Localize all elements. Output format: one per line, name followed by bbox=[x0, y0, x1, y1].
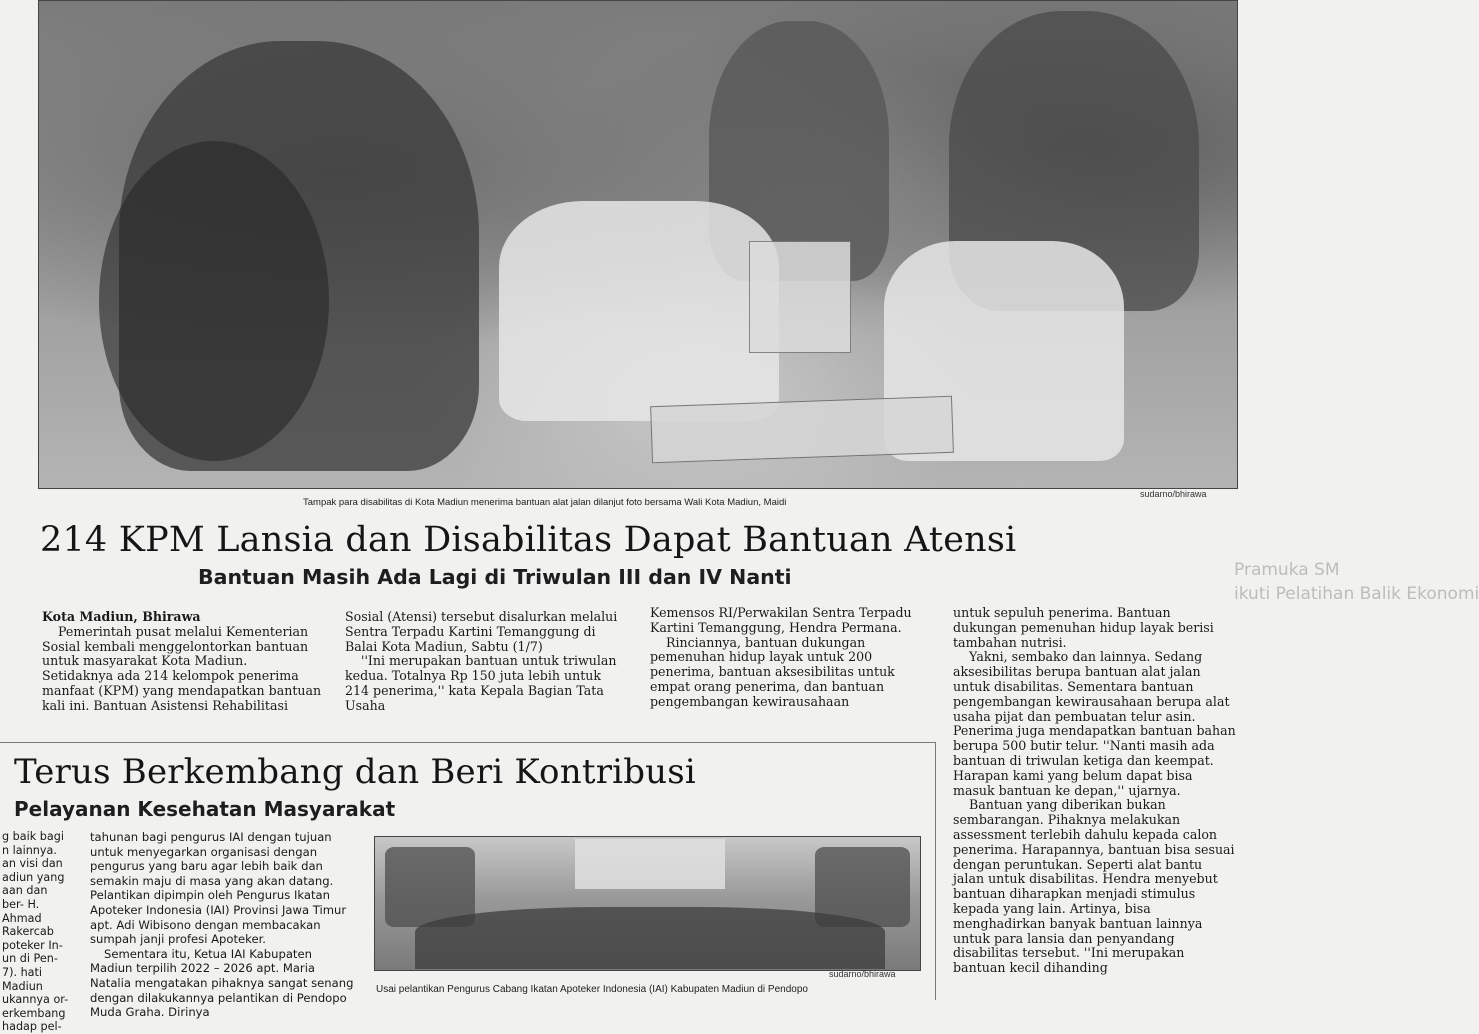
bottom-box-top-border bbox=[0, 742, 936, 743]
top-subheadline: Bantuan Masih Ada Lagi di Triwulan III dan IV Nanti bbox=[198, 565, 792, 589]
top-column-4-para-2: Yakni, sembako dan lainnya. Sedang aksesibilitas berupa bantuan alat jalan untuk disabilitas. Sementara bantuan pengembangan kewirausahaan berupa alat usaha pijat dan pembuatan telur asin. Penerima juga mendapatkan bantuan bahan berupa 500 butir telur. ''Nanti masih ada bantuan di triwulan ketiga dan keempat. Harapan kami yang belum dapat bisa masuk bantuan ke depan,'' ujarnya. bbox=[953, 649, 1236, 798]
top-column-1 bbox=[42, 610, 322, 730]
bottom-photo-caption: Usai pelantikan Pengurus Cabang Ikatan Apoteker Indonesia (IAI) Kabupaten Madiun di Pendopo bbox=[376, 984, 808, 995]
top-column-2-para-2: ''Ini merupakan bantuan untuk triwulan kedua. Totalnya Rp 150 juta lebih untuk 214 penerima,'' kata Kepala Bagian Tata Usaha bbox=[345, 653, 617, 713]
top-column-2 bbox=[345, 610, 627, 730]
bottom-subheadline: Pelayanan Kesehatan Masyarakat bbox=[14, 797, 396, 821]
photo-figure-wheelchair bbox=[99, 141, 329, 461]
top-column-3-para-2: Rinciannya, bantuan dukungan pemenuhan hidup layak untuk 200 penerima, bantuan aksesibilitas untuk empat orang penerima, dan bantuan pengembangan kewirausahaan bbox=[650, 634, 895, 709]
bottom-column-mid bbox=[90, 830, 356, 1020]
bottom-photo-building bbox=[575, 839, 725, 889]
photo-figure-boy-shirt bbox=[499, 201, 779, 421]
ghost-text-line-2: ikuti Pelatihan Balik Ekonomi bbox=[1234, 584, 1479, 604]
photo-certificate bbox=[650, 396, 954, 464]
bottom-headline: Terus Berkembang dan Beri Kontribusi bbox=[14, 752, 697, 792]
photo-credit: sudarno/bhirawa bbox=[1140, 489, 1207, 499]
bottom-column-mid-para-2: Sementara itu, Ketua IAI Kabupaten Madiun terpilih 2022 – 2026 apt. Maria Natalia mengatakan pihaknya sangat senang dengan dilakukannya pelantikan di Pendopo Muda Graha. Dirinya bbox=[90, 946, 354, 1020]
bottom-column-left bbox=[2, 830, 72, 1034]
top-column-4 bbox=[953, 606, 1237, 1000]
top-column-4-para-3: Bantuan yang diberikan bukan sembarangan. Pihaknya melakukan assessment terlebih dahulu kepada calon penerima. Harapannya, bantuan bisa sesuai dengan peruntukan. Seperti alat bantu jalan untuk disabilitas. Hendra menyebut bantuan diharapkan menjadi stimulus kepada yang lain. Artinya, bisa menghadirkan banyak bantuan lainnya untuk para lansia dan penyandang disabilitas tersebut. ''Ini merupakan bantuan kecil dihanding bbox=[953, 797, 1235, 976]
ghost-text-line-1: Pramuka SM bbox=[1234, 560, 1340, 580]
top-column-1-text: Pemerintah pusat melalui Kementerian Sosial kembali menggelontorkan bantuan untuk masyarakat Kota Madiun. Setidaknya ada 214 kelompok penerima manfaat (KPM) yang mendapatkan bantuan kali ini. Bantuan Asistensi Rehabilitasi bbox=[42, 623, 322, 713]
bottom-photo bbox=[374, 836, 921, 971]
top-headline: 214 KPM Lansia dan Disabilitas Dapat Bantuan Atensi bbox=[40, 520, 1017, 560]
top-column-4-para-1: untuk sepuluh penerima. Bantuan dukungan pemenuhan hidup layak berisi tambahan nutrisi. bbox=[953, 605, 1214, 650]
dateline: Kota Madiun, Bhirawa bbox=[42, 609, 201, 624]
main-photo bbox=[38, 0, 1238, 489]
bottom-column-left-text: g baik bagi n lainnya. an visi dan adiun yang aan dan ber- H. Ahmad Rakercab poteker In- un di Pen- 7). hati Madiun ukannya or- erkembang hadap pel- bbox=[2, 830, 69, 1034]
bottom-box-right-border bbox=[935, 742, 936, 1000]
top-column-3 bbox=[650, 606, 930, 728]
bottom-photo-group bbox=[415, 907, 885, 969]
photo-certificate-2 bbox=[749, 241, 851, 353]
photo-caption: Tampak para disabilitas di Kota Madiun menerima bantuan alat jalan dilanjut foto bersama Wali Kota Madiun, Maidi bbox=[303, 497, 787, 508]
bottom-column-mid-para-1: tahunan bagi pengurus IAI dengan tujuan untuk menyegarkan organisasi dengan pengurus yang baru agar lebih baik dan semakin maju di masa yang akan datang. Pelantikan dipimpin oleh Pengurus Ikatan Apoteker Indonesia (IAI) Provinsi Jawa Timur apt. Adi Wibisono dengan membacakan sumpah janji profesi Apoteker. bbox=[90, 830, 347, 947]
bottom-photo-credit: sudarno/bhirawa bbox=[829, 969, 896, 979]
top-column-2-para-1: Sosial (Atensi) tersebut disalurkan melalui Sentra Terpadu Kartini Temanggung di Balai Kota Madiun, Sabtu (1/7) bbox=[345, 609, 618, 654]
top-column-3-para-1: Kemensos RI/Perwakilan Sentra Terpadu Kartini Temanggung, Hendra Permana. bbox=[650, 605, 912, 635]
